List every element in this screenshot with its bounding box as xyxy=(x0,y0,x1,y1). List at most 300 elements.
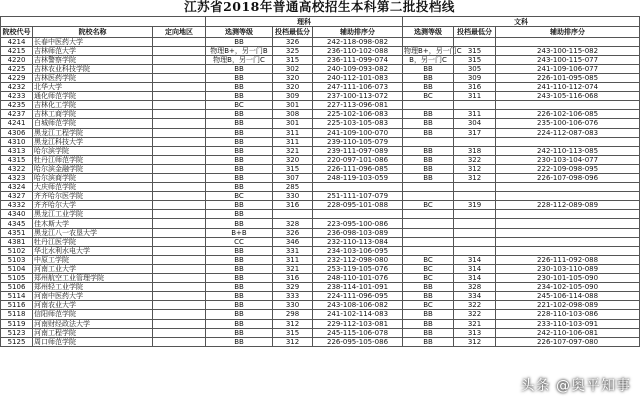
cell-sci-rank: 251-111-107-079 xyxy=(313,192,403,201)
cell-name: 牡丹江师范学院 xyxy=(33,155,153,164)
table-row xyxy=(1,37,640,46)
cell-art-rank: 224-112-087-083 xyxy=(496,128,640,137)
cell-art-min xyxy=(454,228,496,237)
cell-art-min: 312 xyxy=(454,337,496,346)
cell-code: 4345 xyxy=(1,219,33,228)
cell-sci-rank: 240-109-093-082 xyxy=(313,64,403,73)
cell-region xyxy=(153,119,206,128)
cell-art-rank xyxy=(496,137,640,146)
cell-code: 4351 xyxy=(1,228,33,237)
table-row xyxy=(1,155,640,164)
table-row xyxy=(1,55,640,64)
cell-code: 5119 xyxy=(1,319,33,328)
cell-sci-level: BB xyxy=(206,73,273,82)
cell-art-level xyxy=(403,246,454,255)
cell-sci-rank: 236-098-103-089 xyxy=(313,228,403,237)
cell-sci-rank: 236-111-099-074 xyxy=(313,55,403,64)
cell-art-level: BB xyxy=(403,319,454,328)
cell-sci-min: 315 xyxy=(273,328,313,337)
cell-region xyxy=(153,73,206,82)
table-row xyxy=(1,137,640,146)
cell-art-rank: 230-103-110-089 xyxy=(496,264,640,273)
cell-sci-rank: 223-095-100-086 xyxy=(313,219,403,228)
cell-sci-min: 320 xyxy=(273,73,313,82)
cell-code: 4340 xyxy=(1,210,33,219)
cell-sci-min: 308 xyxy=(273,110,313,119)
table-row xyxy=(1,146,640,155)
cell-art-level: BB xyxy=(403,310,454,319)
cell-sci-rank: 243-108-106-082 xyxy=(313,301,403,310)
cell-art-rank xyxy=(496,210,640,219)
cell-art-rank: 243-100-115-082 xyxy=(496,46,640,55)
table-row xyxy=(1,319,640,328)
cell-sci-min: 328 xyxy=(273,219,313,228)
header-code: 院校代号 xyxy=(2,27,31,36)
table-row xyxy=(1,228,640,237)
cell-sci-rank: 226-095-105-086 xyxy=(313,337,403,346)
cell-art-min: 312 xyxy=(454,174,496,183)
table-row xyxy=(1,301,640,310)
cell-sci-level: BB xyxy=(206,64,273,73)
cell-art-level xyxy=(403,137,454,146)
cell-sci-min: 315 xyxy=(273,164,313,173)
header-art-rank: 辅助排序分 xyxy=(496,27,640,38)
cell-code: 4214 xyxy=(1,37,33,46)
cell-code: 4313 xyxy=(1,146,33,155)
cell-art-min: 315 xyxy=(454,55,496,64)
cell-sci-level: BB xyxy=(206,155,273,164)
cell-sci-level: BC xyxy=(206,101,273,110)
cell-code: 5125 xyxy=(1,337,33,346)
table-row xyxy=(1,219,640,228)
cell-sci-level: BB xyxy=(206,328,273,337)
cell-sci-level: BB xyxy=(206,110,273,119)
table-row xyxy=(1,328,640,337)
cell-art-level: B，另一门C xyxy=(403,55,454,64)
cell-art-level: BC xyxy=(403,201,454,210)
cell-sci-rank: 248-119-103-059 xyxy=(313,174,403,183)
table-row xyxy=(1,164,640,173)
cell-art-rank xyxy=(496,246,640,255)
cell-sci-min: 316 xyxy=(273,274,313,283)
cell-art-min xyxy=(454,101,496,110)
cell-art-rank: 234-102-105-090 xyxy=(496,283,640,292)
header-art-min: 投档最低分 xyxy=(454,27,496,38)
cell-art-level: BB xyxy=(403,337,454,346)
cell-region xyxy=(153,292,206,301)
header-name: 院校名称 xyxy=(33,27,153,38)
cell-name: 黑龙江工程学院 xyxy=(33,128,153,137)
cell-sci-level: 物理B，另一门C xyxy=(206,55,273,64)
cell-code: 5116 xyxy=(1,301,33,310)
cell-sci-min: 329 xyxy=(273,283,313,292)
cell-sci-rank: 232-112-098-080 xyxy=(313,255,403,264)
table-row xyxy=(1,64,640,73)
cell-sci-level: BB xyxy=(206,310,273,319)
cell-art-level xyxy=(403,210,454,219)
cell-name: 河南中医药大学 xyxy=(33,292,153,301)
cell-sci-level: BB xyxy=(206,201,273,210)
cell-sci-level: BB xyxy=(206,137,273,146)
cell-name: 大庆师范学院 xyxy=(33,183,153,192)
cell-art-level xyxy=(403,192,454,201)
cell-code: 5106 xyxy=(1,283,33,292)
cell-art-min: 305 xyxy=(454,64,496,73)
cell-code: 4310 xyxy=(1,137,33,146)
cell-region xyxy=(153,146,206,155)
column-header-row xyxy=(1,27,640,38)
table-row xyxy=(1,274,640,283)
cell-art-min: 309 xyxy=(454,73,496,82)
cell-sci-rank: 225-102-106-083 xyxy=(313,110,403,119)
cell-art-level xyxy=(403,219,454,228)
cell-sci-level: BC xyxy=(206,192,273,201)
table-row xyxy=(1,110,640,119)
cell-name: 牡丹江医学院 xyxy=(33,237,153,246)
cell-sci-level: BB xyxy=(206,264,273,273)
cell-region xyxy=(153,310,206,319)
cell-region xyxy=(153,164,206,173)
cell-sci-rank: 226-111-096-085 xyxy=(313,164,403,173)
header-sci-level: 选测等级 xyxy=(206,27,273,38)
cell-art-min: 313 xyxy=(454,328,496,337)
cell-region xyxy=(153,137,206,146)
cell-region xyxy=(153,92,206,101)
table-row xyxy=(1,310,640,319)
cell-name: 周口师范学院 xyxy=(33,337,153,346)
cell-art-min: 311 xyxy=(454,110,496,119)
cell-art-min xyxy=(454,37,496,46)
table-row xyxy=(1,210,640,219)
header-sci-rank: 辅助排序分 xyxy=(313,27,403,38)
cell-code: 4241 xyxy=(1,119,33,128)
cell-art-min: 321 xyxy=(454,319,496,328)
cell-art-level: 物理B+，另一门C xyxy=(404,46,462,55)
cell-sci-min: 325 xyxy=(273,46,313,55)
cell-code: 4237 xyxy=(1,110,33,119)
cell-name: 北华大学 xyxy=(33,83,153,92)
cell-art-min: 322 xyxy=(454,301,496,310)
cell-name: 吉林农业科技学院 xyxy=(33,64,153,73)
cell-art-min: 317 xyxy=(454,128,496,137)
cell-sci-level: BB xyxy=(206,246,273,255)
cell-sci-level: BB xyxy=(206,319,273,328)
cell-name: 通化师范学院 xyxy=(33,92,153,101)
cell-name: 河南工程学院 xyxy=(33,328,153,337)
cell-art-rank xyxy=(496,219,640,228)
cell-art-rank: 226-107-098-096 xyxy=(496,174,640,183)
cell-sci-level: BB xyxy=(206,37,273,46)
cell-sci-rank: 247-111-106-073 xyxy=(313,83,403,92)
cell-code: 4220 xyxy=(1,55,33,64)
cell-name: 河南财经政法大学 xyxy=(33,319,153,328)
cell-name: 郑州航空工业管理学院 xyxy=(33,274,153,283)
cell-name: 齐齐哈尔医学院 xyxy=(33,192,153,201)
cell-art-rank: 242-110-106-081 xyxy=(496,328,640,337)
cell-region xyxy=(153,46,206,55)
cell-region xyxy=(153,37,206,46)
cell-code: 5118 xyxy=(1,310,33,319)
cell-art-level: BC xyxy=(403,92,454,101)
cell-region xyxy=(153,301,206,310)
cell-sci-rank: 240-112-101-083 xyxy=(313,73,403,82)
table-row xyxy=(1,337,640,346)
cell-name: 郑州轻工业学院 xyxy=(33,283,153,292)
cell-sci-min: 315 xyxy=(273,55,313,64)
cell-region xyxy=(153,264,206,273)
cell-sci-min: 321 xyxy=(273,146,313,155)
cell-art-min: 314 xyxy=(454,255,496,264)
page-title: 江苏省2018年普通高校招生本科第二批投档线 xyxy=(184,0,455,14)
table-row xyxy=(1,264,640,273)
cell-sci-level: BB xyxy=(206,164,273,173)
cell-sci-level: BB xyxy=(206,83,273,92)
cell-art-level: BB xyxy=(403,283,454,292)
cell-region xyxy=(153,328,206,337)
table-row xyxy=(1,73,640,82)
cell-sci-rank: 241-102-114-083 xyxy=(313,310,403,319)
cell-region xyxy=(153,110,206,119)
cell-art-level: BB xyxy=(403,110,454,119)
cell-sci-min: 320 xyxy=(273,83,313,92)
cell-sci-level: BB xyxy=(206,337,273,346)
cell-sci-level: BB xyxy=(206,292,273,301)
cell-name: 哈尔滨学院 xyxy=(33,146,153,155)
cell-art-min xyxy=(454,246,496,255)
cell-art-level: BB xyxy=(403,155,454,164)
cell-code: 5103 xyxy=(1,255,33,264)
cell-sci-min: 330 xyxy=(273,192,313,201)
cell-sci-level: BB xyxy=(206,274,273,283)
cell-region xyxy=(153,283,206,292)
cell-sci-min: 309 xyxy=(273,92,313,101)
cell-art-min: 316 xyxy=(454,83,496,92)
cell-sci-min: 307 xyxy=(273,174,313,183)
cell-art-rank: 230-101-105-090 xyxy=(496,274,640,283)
cell-sci-rank: 245-115-106-078 xyxy=(313,328,403,337)
cell-sci-rank: 229-112-103-081 xyxy=(313,319,403,328)
cell-code: 4323 xyxy=(1,174,33,183)
cell-art-level xyxy=(403,237,454,246)
cell-name: 华北水利水电大学 xyxy=(33,246,153,255)
cell-code: 5123 xyxy=(1,328,33,337)
cell-art-level: BB xyxy=(403,128,454,137)
cell-art-level: BC xyxy=(403,274,454,283)
cell-sci-level: BB xyxy=(206,219,273,228)
cell-sci-rank: 239-111-097-089 xyxy=(313,146,403,155)
header-sci-min: 投档最低分 xyxy=(273,27,313,38)
cell-art-rank xyxy=(496,101,640,110)
cell-name: 黑龙江八一农垦大学 xyxy=(33,228,153,237)
cell-art-rank: 226-111-092-088 xyxy=(496,255,640,264)
cell-art-level: BB xyxy=(403,174,454,183)
cell-region xyxy=(153,174,206,183)
table-row xyxy=(1,174,640,183)
cell-sci-min: 302 xyxy=(273,64,313,73)
cell-region xyxy=(153,210,206,219)
cell-name: 吉林工商学院 xyxy=(33,110,153,119)
table-row xyxy=(1,201,640,210)
cell-sci-min: 285 xyxy=(273,183,313,192)
cell-art-rank: 242-110-113-085 xyxy=(496,146,640,155)
table-row xyxy=(1,192,640,201)
cell-art-rank xyxy=(496,37,640,46)
cell-sci-level: BB xyxy=(206,301,273,310)
cell-art-level xyxy=(403,183,454,192)
cell-sci-level: 物理B+，另一门B xyxy=(206,46,273,55)
cell-sci-min: 321 xyxy=(273,264,313,273)
cell-region xyxy=(153,192,206,201)
cell-sci-rank: 236-110-102-088 xyxy=(313,46,403,55)
cell-sci-level: BB xyxy=(206,92,273,101)
cell-name: 吉林师范大学 xyxy=(33,46,153,55)
cell-art-level: BC xyxy=(403,255,454,264)
cell-region xyxy=(153,274,206,283)
cell-art-level: BB xyxy=(403,292,454,301)
cell-region xyxy=(153,246,206,255)
cell-art-min: 322 xyxy=(454,310,496,319)
cell-sci-rank: 239-110-105-079 xyxy=(313,137,403,146)
cell-sci-min: 311 xyxy=(273,137,313,146)
table-row xyxy=(1,246,640,255)
cell-art-level xyxy=(403,101,454,110)
cell-art-level: BC xyxy=(403,301,454,310)
table-row xyxy=(1,101,640,110)
cell-art-rank: 235-100-106-076 xyxy=(496,119,640,128)
cell-sci-min xyxy=(273,210,313,219)
group-header-row xyxy=(1,17,640,27)
cell-art-min: 328 xyxy=(454,283,496,292)
cell-sci-min: 326 xyxy=(273,228,313,237)
cell-code: 4315 xyxy=(1,155,33,164)
cell-sci-min: 320 xyxy=(273,155,313,164)
cell-art-min: 314 xyxy=(454,274,496,283)
cell-art-rank: 226-102-106-085 xyxy=(496,110,640,119)
cell-art-level: BB xyxy=(403,164,454,173)
cell-region xyxy=(153,155,206,164)
cell-region xyxy=(153,337,206,346)
cell-region xyxy=(153,201,206,210)
cell-code: 5105 xyxy=(1,274,33,283)
cell-art-min xyxy=(454,210,496,219)
cell-art-rank: 243-100-115-077 xyxy=(496,55,640,64)
cell-art-rank: 241-109-106-077 xyxy=(496,64,640,73)
table-row xyxy=(1,237,640,246)
cell-art-min xyxy=(454,237,496,246)
cell-name: 齐齐哈尔大学 xyxy=(33,201,153,210)
cell-name: 黑龙江科技大学 xyxy=(33,137,153,146)
cell-art-min: 312 xyxy=(454,164,496,173)
cell-sci-rank: 225-103-105-083 xyxy=(313,119,403,128)
cell-sci-rank: 238-114-101-091 xyxy=(313,283,403,292)
cell-name: 中原工学院 xyxy=(33,255,153,264)
cell-sci-min: 333 xyxy=(273,292,313,301)
cell-art-level: BB xyxy=(403,64,454,73)
cell-art-min: 315 xyxy=(454,46,496,55)
cell-art-min: 304 xyxy=(454,119,496,128)
cell-sci-min: 316 xyxy=(273,201,313,210)
table-row xyxy=(1,292,640,301)
cell-sci-level: BB xyxy=(206,174,273,183)
cell-sci-level: BB xyxy=(206,146,273,155)
cell-art-rank: 233-110-103-091 xyxy=(496,319,640,328)
table-row xyxy=(1,46,640,55)
cell-art-rank xyxy=(496,183,640,192)
cell-sci-rank: 253-119-105-076 xyxy=(313,264,403,273)
cell-code: 4324 xyxy=(1,183,33,192)
cell-code: 4225 xyxy=(1,64,33,73)
cell-sci-rank: 248-110-101-076 xyxy=(313,274,403,283)
arts-group-header: 文科 xyxy=(403,17,640,27)
cell-art-rank xyxy=(496,192,640,201)
cell-sci-min: 346 xyxy=(273,237,313,246)
cell-sci-rank: 232-110-113-084 xyxy=(313,237,403,246)
admission-score-table xyxy=(0,16,640,347)
cell-art-min: 314 xyxy=(454,264,496,273)
cell-code: 4322 xyxy=(1,164,33,173)
cell-region xyxy=(153,183,206,192)
cell-art-min: 318 xyxy=(454,146,496,155)
cell-name: 哈尔滨金融学院 xyxy=(33,164,153,173)
cell-art-rank: 228-112-089-089 xyxy=(496,201,640,210)
cell-name: 信阳师范学院 xyxy=(33,310,153,319)
cell-art-rank: 226-101-095-085 xyxy=(496,73,640,82)
cell-art-level: BB xyxy=(403,73,454,82)
cell-art-rank: 228-110-103-086 xyxy=(496,310,640,319)
cell-art-rank: 243-105-116-068 xyxy=(496,92,640,101)
header-region: 定向地区 xyxy=(153,27,206,38)
cell-code: 4306 xyxy=(1,128,33,137)
table-row xyxy=(1,255,640,264)
cell-art-min: 319 xyxy=(454,201,496,210)
cell-sci-level: CC xyxy=(206,237,273,246)
cell-art-min xyxy=(454,183,496,192)
cell-code: 4332 xyxy=(1,201,33,210)
cell-sci-rank: 234-103-106-095 xyxy=(313,246,403,255)
cell-name: 黑龙江工业学院 xyxy=(33,210,153,219)
watermark: 头条 @奥平知事 xyxy=(520,378,631,394)
cell-sci-min: 312 xyxy=(273,319,313,328)
cell-art-level: BB xyxy=(403,328,454,337)
cell-sci-level: BB xyxy=(206,283,273,292)
cell-sci-min: 326 xyxy=(273,37,313,46)
cell-name: 长春中医药大学 xyxy=(33,37,153,46)
cell-sci-min: 330 xyxy=(273,301,313,310)
cell-region xyxy=(153,64,206,73)
cell-code: 5114 xyxy=(1,292,33,301)
cell-sci-min: 298 xyxy=(273,310,313,319)
cell-sci-min: 331 xyxy=(273,246,313,255)
cell-sci-level: BB xyxy=(206,128,273,137)
cell-art-rank: 245-106-114-088 xyxy=(496,292,640,301)
cell-region xyxy=(153,237,206,246)
cell-sci-rank xyxy=(313,210,403,219)
header-art-level: 选测等级 xyxy=(403,27,454,38)
cell-sci-min: 301 xyxy=(273,119,313,128)
cell-code: 4215 xyxy=(1,46,33,55)
cell-art-min: 311 xyxy=(454,92,496,101)
cell-art-rank xyxy=(496,228,640,237)
cell-art-rank: 222-109-098-095 xyxy=(496,164,640,173)
cell-sci-level: B+B xyxy=(206,228,273,237)
table-row xyxy=(1,119,640,128)
cell-region xyxy=(153,255,206,264)
cell-art-min: 334 xyxy=(454,292,496,301)
cell-region xyxy=(153,219,206,228)
cell-sci-level: BB xyxy=(206,210,273,219)
cell-region xyxy=(153,83,206,92)
cell-code: 4327 xyxy=(1,192,33,201)
